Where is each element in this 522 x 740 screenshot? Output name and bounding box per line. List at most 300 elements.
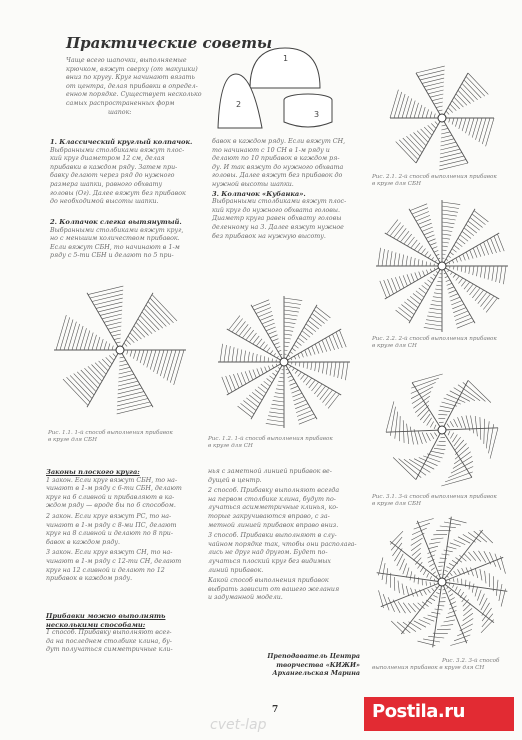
stitch-row: [403, 275, 407, 286]
stitch-row: [239, 324, 248, 336]
stitch-row: [102, 314, 122, 319]
stitch-row: [124, 343, 127, 346]
stitch-row: [284, 314, 298, 316]
stitch-row: [147, 350, 152, 367]
stitch-row: [425, 283, 430, 287]
stitch-row: [63, 379, 88, 405]
stitch-row: [447, 394, 466, 402]
stitch-row: [430, 263, 431, 266]
stitch-row: [94, 298, 123, 305]
stitch-row: [420, 410, 429, 420]
stitch-row: [428, 312, 442, 314]
stitch-row: [342, 362, 345, 379]
stitch-row: [312, 314, 325, 324]
stitch-row: [416, 215, 430, 221]
stitch-row: [452, 118, 454, 125]
stitch-row: [442, 226, 453, 228]
stitch-row: [435, 122, 438, 125]
stitch-row: [489, 573, 490, 587]
stitch-row: [300, 334, 307, 340]
stitch-row: [311, 362, 312, 370]
stitch-row: [386, 250, 388, 266]
stitch-row: [266, 327, 276, 331]
stitch-row: [322, 340, 327, 352]
stitch-row: [466, 224, 477, 233]
stitch-row: [402, 255, 404, 266]
stitch-row: [284, 334, 292, 335]
stitch-row: [434, 102, 443, 104]
stitch-row: [433, 534, 447, 535]
stitch-row: [453, 585, 454, 588]
stitch-row: [443, 589, 445, 590]
increase-line: [386, 430, 442, 432]
stitch-row: [431, 451, 444, 454]
stitch-row: [399, 307, 413, 318]
stitch-row: [476, 118, 483, 140]
stitch-row: [241, 372, 246, 384]
stitch-row: [466, 76, 485, 96]
stitch-row: [446, 111, 449, 114]
stitch-row: [415, 273, 418, 281]
stitch-row: [428, 239, 436, 242]
stitch-row: [475, 568, 478, 578]
stitch-row: [272, 373, 276, 376]
stitch-row: [419, 272, 422, 278]
stitch-row: [434, 425, 436, 429]
stitch-row: [438, 110, 442, 111]
stitch-row: [144, 350, 149, 365]
stitch-row: [481, 294, 491, 307]
stitch-row: [458, 589, 461, 594]
stitch-row: [252, 353, 253, 362]
stitch-row: [289, 379, 294, 381]
stitch-row: [428, 125, 434, 132]
stitch-row: [320, 388, 329, 400]
stitch-row: [284, 302, 301, 305]
stitch-row: [278, 350, 281, 351]
stitch-row: [319, 362, 321, 372]
stitch-row: [430, 582, 431, 585]
stitch-row: [274, 343, 279, 345]
stitch-row: [450, 421, 454, 427]
stitch-row: [454, 245, 459, 249]
stitch-row: [272, 365, 273, 368]
stitch-row: [454, 266, 455, 269]
stitch-row: [306, 378, 312, 385]
stitch-row: [466, 118, 471, 133]
stitch-row: [399, 140, 418, 160]
stitch-row: [442, 238, 450, 239]
page-number: 7: [272, 705, 279, 715]
stitch-row: [448, 431, 450, 435]
stitch-row: [464, 80, 481, 98]
stitch-row: [445, 570, 448, 571]
stitch-row: [268, 366, 270, 370]
stitch-row: [410, 257, 411, 266]
ways-section: Прибавки можно выполнять несколькими способами: 1 способ. Прибавку выполняют всег- да на последнем столбике клина, бу- дут получаться симметричные кли-: [46, 612, 173, 654]
stitch-row: [425, 252, 429, 257]
stitch-row: [252, 300, 269, 307]
stitch-row: [419, 288, 426, 294]
stitch-row: [433, 274, 436, 276]
stitch-row: [486, 118, 494, 146]
stitch-row: [434, 114, 435, 118]
stitch-row: [414, 258, 415, 266]
stitch-row: [436, 106, 443, 108]
stitch-row: [419, 619, 431, 624]
stitch-row: [224, 345, 227, 362]
stitch-row: [450, 433, 453, 439]
stitch-row: [431, 568, 435, 571]
stitch-row: [458, 90, 471, 103]
stitch-row: [109, 355, 114, 360]
stitch-row: [399, 459, 422, 478]
stitch-row: [426, 235, 435, 238]
stitch-row: [422, 260, 423, 266]
stitch-row: [70, 375, 92, 398]
stitch-row: [272, 359, 273, 362]
center-ring: [280, 358, 288, 366]
stitch-row: [222, 377, 229, 394]
stitch-row: [430, 598, 435, 601]
stitch-row: [475, 416, 477, 436]
stitch-row: [68, 322, 76, 350]
stitch-row: [452, 435, 457, 443]
column-2-text: бавок в каждом ряду. Если вяжут СН, то начинают с 10 СН в 1-м ряду и делают по 10 прибавок в каждом ря- ду. И так вяжут до нужного обхвата головы. Далее вяжут без прибавок до нужной высоты шапки. 3. Колпачок «Кубанка». Выбранными столбиками вяжут плос- кий круг до нужного обхвата головы. Диаметр круга равен обхвату головы деленному на 3. Далее вяжут нужное без прибавок на нужную высоту.: [212, 138, 362, 241]
stitch-row: [454, 311, 468, 317]
stitch-row: [411, 588, 414, 597]
stitch-row: [430, 277, 434, 280]
stitch-row: [284, 342, 290, 343]
stitch-row: [448, 256, 451, 258]
stitch-row: [284, 322, 295, 324]
stitch-row: [396, 310, 410, 321]
stitch-row: [272, 339, 278, 342]
stitch-row: [128, 336, 134, 343]
stitch-row: [296, 362, 297, 365]
stitch-row: [446, 280, 450, 282]
stitch-row: [284, 338, 291, 339]
diagram-2-2: [368, 192, 516, 342]
stitch-row: [390, 251, 392, 266]
stitch-row: [281, 374, 284, 375]
stitch-row: [326, 338, 331, 351]
section-3-heading: 3. Колпачок «Кубанка».: [212, 189, 306, 198]
stitch-row: [261, 384, 268, 390]
stitch-row: [411, 274, 414, 283]
stitch-row: [446, 615, 456, 618]
stitch-row: [429, 564, 434, 567]
stitch-row: [237, 373, 242, 386]
stitch-row: [386, 401, 394, 432]
stitch-row: [467, 284, 473, 292]
stitch-row: [411, 240, 417, 248]
increase-line: [412, 383, 442, 430]
stitch-row: [303, 362, 304, 368]
stitch-row: [429, 542, 440, 544]
stitch-row: [67, 377, 91, 402]
section-2: 2. Колпачок слегка вытянутый. Выбранными столбиками вяжут круг, но с меньшим количеством прибавок. Если вяжут СБН, то начинают в 1-м ряду с 5-ти СБН и делают по 5 при-: [50, 218, 184, 260]
stitch-row: [407, 424, 409, 444]
stitch-row: [421, 129, 430, 139]
stitch-row: [418, 219, 431, 224]
stitch-row: [449, 579, 450, 581]
brand-logo[interactable]: Postila.ru: [372, 701, 465, 722]
stitch-row: [383, 594, 389, 610]
stitch-row: [452, 560, 458, 564]
caption-3-2: Рис. 3.2. 3-й способ выполнения прибавок в круге для СН: [372, 658, 500, 672]
stitch-row: [482, 118, 490, 144]
stitch-row: [426, 320, 442, 322]
stitch-row: [470, 218, 483, 228]
stitch-row: [484, 266, 486, 279]
stitch-row: [414, 103, 419, 118]
stitch-row: [253, 336, 259, 344]
stitch-row: [410, 101, 415, 118]
stitch-row: [428, 546, 438, 549]
stitch-row: [238, 406, 252, 417]
stitch-row: [452, 304, 464, 309]
stitch-row: [291, 386, 299, 389]
stitch-row: [142, 312, 159, 330]
stitch-row: [134, 326, 145, 338]
stitch-row: [435, 289, 442, 290]
stitch-row: [438, 570, 441, 571]
stitch-row: [292, 368, 294, 371]
stitch-row: [92, 365, 105, 378]
stitch-row: [420, 566, 424, 572]
stitch-row: [117, 399, 148, 406]
increase-line: [442, 380, 468, 430]
stitch-row: [220, 344, 223, 362]
stitch-row: [442, 202, 460, 205]
stitch-row: [394, 92, 402, 118]
stitch-row: [236, 321, 246, 334]
stitch-row: [275, 393, 284, 394]
stitch-row: [442, 234, 451, 235]
stitch-row: [424, 590, 427, 595]
stitch-row: [118, 381, 138, 386]
stitch-row: [398, 581, 399, 594]
stitch-row: [447, 576, 449, 578]
stitch-row: [456, 276, 460, 281]
stitch-row: [290, 383, 296, 386]
stitch-row: [99, 361, 108, 371]
stitch-row: [433, 297, 442, 298]
stitch-row: [466, 252, 469, 260]
stitch-row: [426, 262, 427, 267]
stitch-row: [485, 571, 486, 584]
stitch-row: [266, 423, 284, 426]
stitch-row: [294, 345, 299, 349]
stitch-row: [423, 639, 440, 642]
stitch-row: [312, 346, 315, 355]
stitch-row: [309, 380, 315, 388]
stitch-row: [400, 231, 409, 242]
stitch-row: [426, 270, 428, 274]
stitch-row: [475, 587, 478, 597]
stitch-row: [106, 357, 112, 364]
stitch-row: [310, 317, 322, 326]
stitch-row: [272, 404, 285, 406]
stitch-row: [406, 568, 409, 578]
stitch-row: [490, 428, 498, 459]
stitch-row: [284, 330, 293, 331]
stitch-row: [317, 386, 326, 397]
stitch-row: [130, 350, 132, 357]
stitch-row: [442, 222, 455, 224]
stitch-row: [395, 277, 400, 290]
stitch-row: [480, 244, 485, 256]
stitch-row: [424, 231, 434, 235]
stitch-row: [299, 362, 300, 367]
stitch-row: [450, 573, 452, 576]
stitch-row: [418, 70, 445, 76]
stitch-row: [262, 319, 274, 324]
stitch-row: [452, 249, 457, 253]
center-ring: [438, 262, 446, 270]
stitch-row: [64, 320, 73, 351]
stitch-row: [428, 551, 437, 554]
stitch-row: [427, 316, 442, 318]
diagram-2-1: [368, 60, 516, 180]
stitch-row: [92, 294, 123, 301]
stitch-row: [284, 318, 297, 320]
diagram-3-2: [368, 508, 516, 658]
stitch-row: [442, 210, 458, 212]
stitch-row: [329, 336, 335, 350]
stitch-row: [164, 350, 172, 378]
laws-section: Законы плоского круга: 1 закон. Если круг вяжут СБН, то на- чинают в 1-м ряду с 6-ти СБН, делают круг на 6 сливной и прибавляют в ка- ждом ряду — вроде бы по 6 способом. 2 закон. Если круг вяжут РС, то на- чинают в 1-м ряду с 8-ми ПС, делают круг на 8 сливной и делают по 8 при- бавок в каждом ряду. 3 закон. Если круг вяжут СН, то на- чинают в 1-м ряду с 12-ти СН, делают круг на 12 сливной и делают по 12 прибавок в каждом ряду.: [46, 468, 182, 583]
stitch-row: [81, 370, 98, 388]
stitch-row: [245, 371, 249, 382]
stitch-row: [496, 266, 498, 282]
stitch-row: [264, 323, 275, 327]
stitch-row: [394, 225, 404, 238]
stitch-row: [442, 242, 449, 243]
increase-line: [87, 293, 120, 350]
stitch-row: [157, 350, 164, 374]
stitch-row: [441, 132, 450, 134]
stitch-row: [454, 540, 466, 545]
stitch-row: [418, 105, 422, 118]
stitch-row: [456, 94, 467, 106]
stitch-row: [244, 351, 246, 362]
stitch-row: [256, 339, 262, 346]
stitch-row: [80, 328, 87, 350]
stitch-row: [422, 432, 426, 443]
stitch-row: [330, 362, 332, 376]
stitch-row: [319, 342, 323, 353]
stitch-row: [140, 350, 144, 363]
stitch-row: [284, 346, 289, 347]
stitch-row: [448, 590, 451, 592]
stitch-row: [144, 308, 163, 328]
stitch-row: [60, 317, 70, 350]
stitch-row: [442, 593, 445, 594]
stitch-row: [432, 247, 437, 249]
stitch-row: [267, 379, 272, 383]
stitch-row: [114, 338, 121, 340]
stitch-row: [434, 433, 437, 437]
stitch-row: [120, 357, 124, 358]
stitch-row: [469, 266, 470, 274]
stitch-row: [293, 397, 304, 401]
stitch-row: [499, 584, 502, 601]
stitch-row: [427, 418, 432, 426]
stitch-row: [477, 246, 481, 257]
stitch-row: [410, 427, 413, 445]
stitch-row: [308, 348, 311, 356]
stitch-row: [422, 227, 433, 231]
stitch-row: [258, 387, 266, 393]
stitch-row: [249, 395, 260, 404]
stitch-row: [456, 242, 462, 247]
stitch-row: [454, 635, 470, 641]
stitch-row: [448, 611, 457, 614]
stitch-row: [268, 416, 284, 418]
stitch-row: [378, 248, 381, 266]
stitch-row: [473, 248, 477, 258]
stitch-row: [295, 370, 298, 374]
stitch-row: [268, 331, 277, 334]
stitch-row: [424, 82, 444, 87]
stitch-row: [339, 330, 346, 347]
stitch-row: [470, 250, 473, 259]
increase-line: [416, 430, 442, 480]
stitch-row: [436, 587, 438, 589]
stitch-row: [414, 243, 420, 250]
stitch-row: [441, 625, 454, 626]
stitch-row: [380, 281, 387, 298]
stitch-row: [275, 370, 278, 372]
stitch-row: [273, 400, 284, 402]
stitch-row: [430, 269, 431, 272]
stitch-row: [241, 403, 255, 414]
stitch-row: [277, 385, 284, 386]
stitch-row: [424, 327, 442, 330]
stitch-row: [112, 346, 113, 350]
stitch-row: [298, 354, 300, 358]
stitch-row: [461, 266, 462, 272]
caption-1-1: Рис. 1.1. 1-й способ выполнения прибавок в круге для СБН: [48, 430, 173, 444]
stitch-row: [432, 98, 443, 101]
stitch-row: [450, 297, 460, 301]
stitch-row: [455, 587, 457, 591]
stitch-row: [440, 160, 467, 166]
stitch-row: [473, 266, 474, 275]
stitch-row: [436, 285, 442, 286]
stitch-row: [465, 266, 466, 273]
stitch-row: [264, 356, 265, 362]
stitch-row: [106, 322, 122, 326]
increase-line: [442, 428, 498, 430]
stitch-row: [294, 400, 306, 405]
stitch-row: [292, 390, 301, 393]
stitch-row: [428, 615, 438, 618]
stitch-row: [458, 417, 462, 428]
stitch-row: [458, 569, 461, 574]
page-title: Практические советы: [66, 34, 273, 52]
stitch-row: [148, 302, 170, 325]
stitch-row: [423, 570, 426, 575]
stitch-row: [295, 404, 308, 409]
stitch-row: [423, 271, 425, 276]
stitch-row: [414, 523, 430, 529]
stitch-row: [442, 246, 448, 247]
center-ring: [438, 114, 446, 122]
stitch-row: [233, 374, 239, 388]
